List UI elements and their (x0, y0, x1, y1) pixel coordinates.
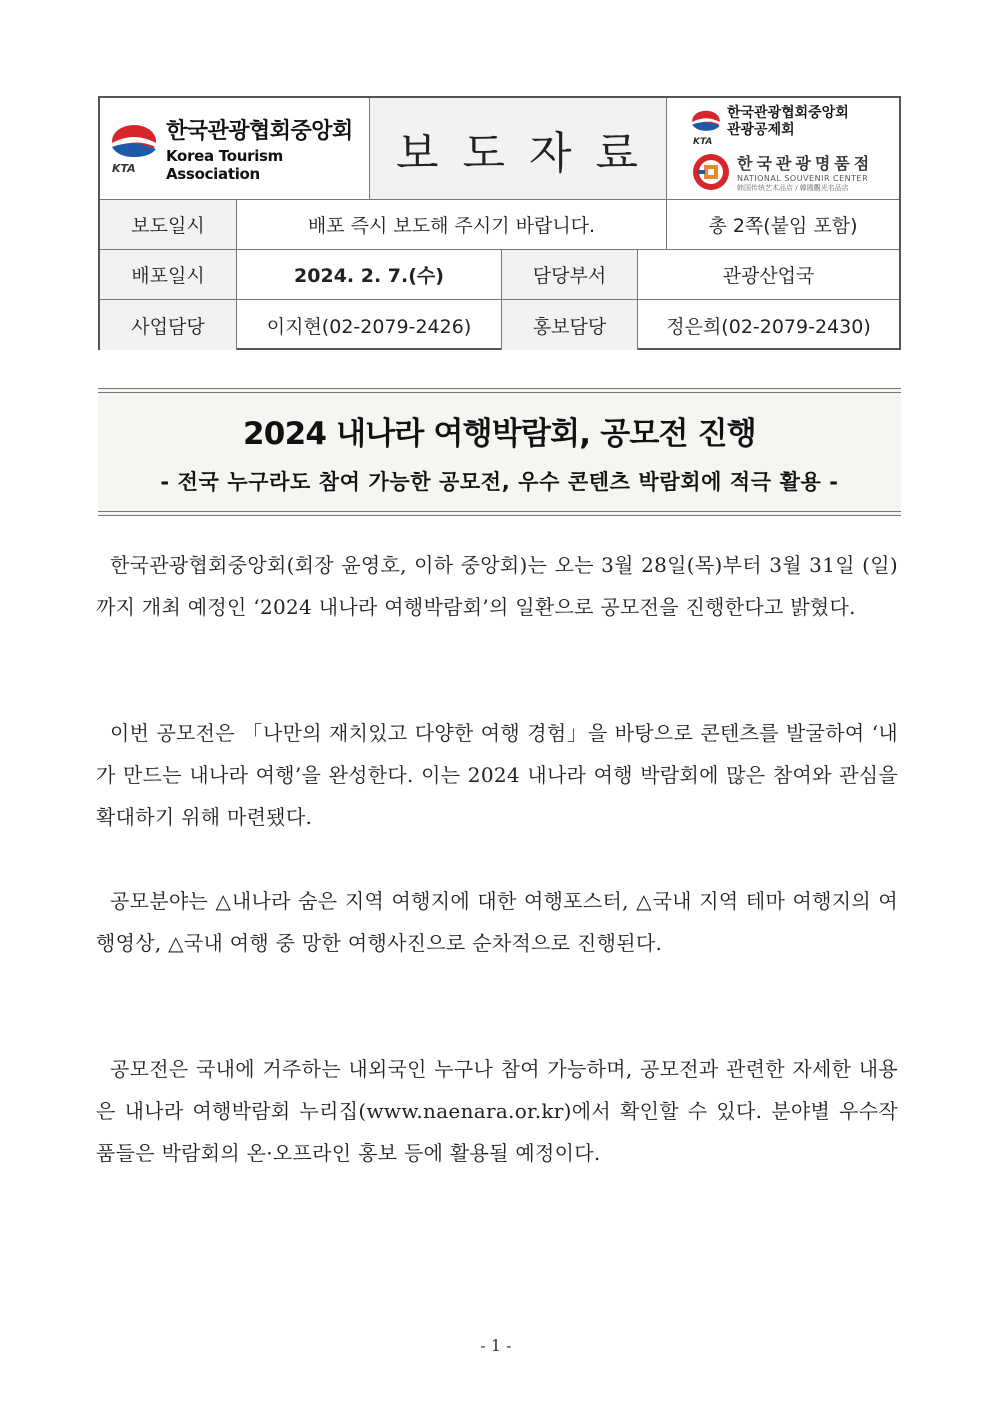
kta-logo-icon (110, 123, 158, 175)
press-date-value: 배포 즉시 보도해 주시기 바랍니다. (237, 200, 667, 249)
press-date-row (100, 200, 899, 250)
doc-type-title: 보도자료 (370, 98, 667, 199)
right-kta-abbr: KTA (693, 136, 713, 147)
body-paragraph-4: 공모전은 국내에 거주하는 내외국인 누구나 참여 가능하며, 공모전과 관련한 자세한 내용은 내나라 여행박람회 누리집(www.naenara.or.kr)에서 확인할 수 있다. 분야별 우수작품들은 박람회의 온·오프라인 홍보 등에 활용될 예정이다. (96, 1057, 898, 1165)
right-org-line1: 한국관광협회중앙회 (727, 104, 849, 121)
body-paragraph-3: 공모분야는 △내나라 숨은 지역 여행지에 대한 여행포스터, △국내 지역 테마 여행지의 여행영상, △국내 여행 중 망한 여행사진으로 순차적으로 진행된다. (96, 889, 898, 955)
dept-label: 담당부서 (502, 250, 638, 299)
right-org-line2: 관광공제회 (727, 121, 795, 138)
body-paragraph-2: 이번 공모전은 「나만의 재치있고 다양한 여행 경험」을 바탕으로 콘텐츠를 발굴하여 ‘내가 만드는 내나라 여행’을 완성한다. 이는 2024 내나라 여행 박람회에 많은 참여와 관심을 확대하기 위해 마련됐다. (96, 721, 898, 829)
press-date-label: 보도일시 (100, 200, 237, 249)
kta-abbr: KTA (112, 161, 136, 175)
header-logo-row (100, 98, 899, 200)
header-table (98, 96, 901, 350)
souvenir-center-logo (691, 151, 873, 193)
org-name-ko: 한국관광협회중앙회 (166, 119, 353, 144)
release-date-label: 배포일시 (100, 250, 237, 299)
headline-title: 2024 내나라 여행박람회, 공모전 진행 (243, 416, 756, 452)
partner-logos (667, 98, 899, 199)
kta-mutual-aid-logo (691, 105, 849, 139)
body-paragraph-1: 한국관광협회중앙회(회장 윤영호, 이하 중앙회)는 오는 3월 28일(목)부터 3월 31일 (일)까지 개최 예정인 ‘2024 내나라 여행박람회’의 일환으로 공모전을 진행한다고 밝혔다. (96, 553, 898, 619)
kta-logo-block (100, 98, 370, 199)
release-date-value: 2024. 2. 7.(수) (237, 250, 502, 299)
org-name-en: Korea Tourism Association (166, 147, 284, 183)
release-date-row (100, 250, 899, 300)
headline-subtitle: - 전국 누구라도 참여 가능한 공모전, 우수 콘텐츠 박람회에 적극 활용 - (160, 470, 839, 494)
souvenir-center-icon (691, 152, 731, 192)
biz-contact-value: 이지현(02-2079-2426) (237, 300, 502, 350)
page-count: 총 2쪽(붙임 포함) (708, 215, 858, 237)
pr-contact-value: 정은희(02-2079-2430) (666, 315, 871, 338)
nsc-name-cn: 韩国传统艺术品店 / 韓國觀光名品店 (737, 183, 849, 192)
nsc-name-en: NATIONAL SOUVENIR CENTER (737, 173, 869, 183)
nsc-name-ko: 한국관광명품점 (737, 153, 874, 173)
page-number: - 1 - (480, 1336, 512, 1355)
kta-small-logo-icon (691, 109, 721, 135)
contact-row (100, 300, 899, 350)
pr-contact-label: 홍보담당 (502, 300, 638, 350)
dept-value: 관광산업국 (722, 265, 815, 287)
biz-contact-label: 사업담당 (100, 300, 237, 350)
